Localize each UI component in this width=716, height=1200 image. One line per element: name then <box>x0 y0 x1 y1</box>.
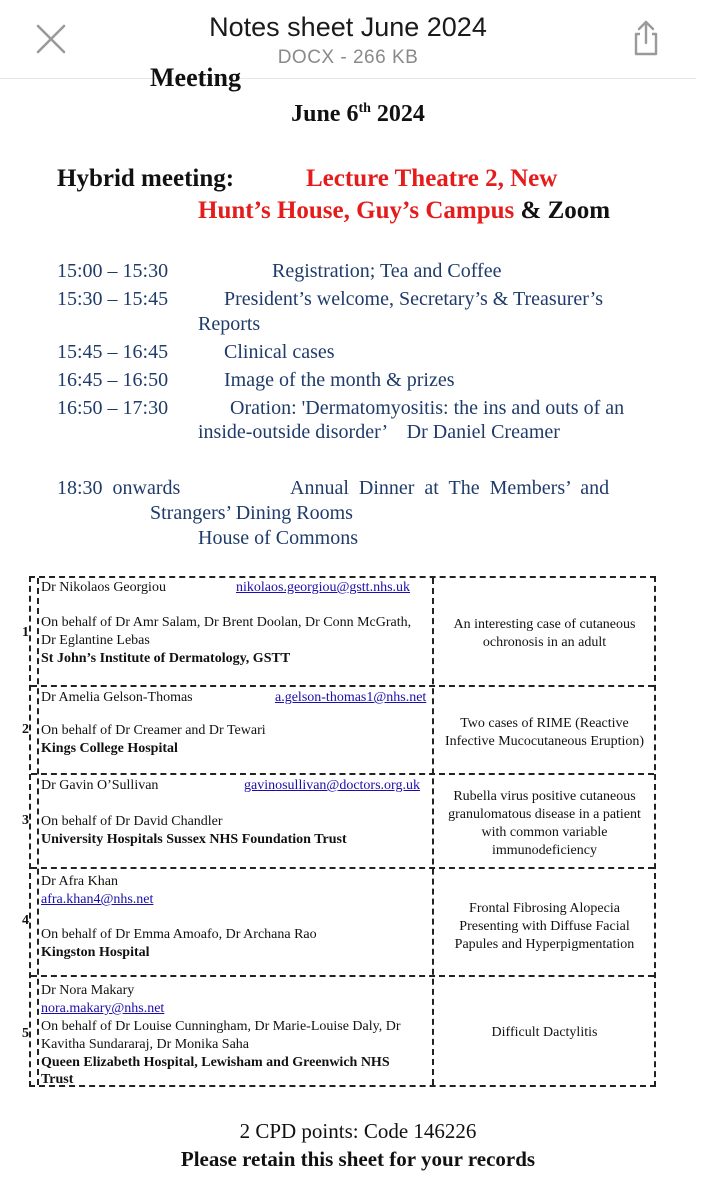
programme-item: Clinical cases <box>224 341 335 363</box>
institution: Kingston Hospital <box>41 945 150 960</box>
case-title: Frontal Fibrosing Alopecia Presenting with Diffuse Facial Papules and Hyperpigmentation <box>454 901 635 952</box>
table-row <box>22 975 654 1087</box>
programme-item: Registration; Tea and Coffee <box>272 260 502 282</box>
presenter-name: Dr Nora Makary <box>41 983 135 998</box>
on-behalf-of-cont: Dr Eglantine Lebas <box>41 633 150 648</box>
case-title: Difficult Dactylitis <box>491 1025 598 1040</box>
programme-time: 15:00 – 15:30 <box>57 260 169 282</box>
case-number: 5 <box>22 1026 29 1041</box>
on-behalf-of: On behalf of Dr Louise Cunningham, Dr Marie-Louise Daly, Dr <box>41 1019 401 1034</box>
table-row <box>22 685 654 773</box>
presenter-email[interactable]: a.gelson-thomas1@nhs.net <box>275 690 427 705</box>
cpd-points: 2 CPD points: Code 146226 <box>239 1119 477 1143</box>
on-behalf-of-cont: Kavitha Sundararaj, Dr Monika Saha <box>41 1037 249 1052</box>
on-behalf-of: On behalf of Dr Emma Amoafo, Dr Archana Rao <box>41 927 317 942</box>
share-icon <box>626 18 666 58</box>
viewer-header <box>0 0 696 78</box>
hybrid-meeting-label: Hybrid meeting: <box>57 165 235 192</box>
venue-line-1: Lecture Theatre 2, New <box>306 165 558 192</box>
presenter-email[interactable]: afra.khan4@nhs.net <box>41 892 154 907</box>
case-number: 3 <box>22 813 29 828</box>
case-title: Two cases of RIME (Reactive Infective Mucocutaneous Eruption) <box>444 716 645 749</box>
presenter-name: Dr Nikolaos Georgiou <box>41 580 166 595</box>
programme-time: 16:50 – 17:30 <box>57 397 169 419</box>
retain-notice: Please retain this sheet for your records <box>180 1147 536 1171</box>
programme-item-cont: Strangers’ Dining Rooms <box>150 502 353 524</box>
cases-table <box>22 576 656 1087</box>
table-row <box>22 867 654 975</box>
programme-time: 16:45 – 16:50 <box>57 369 169 391</box>
on-behalf-of: On behalf of Dr Creamer and Dr Tewari <box>41 723 266 738</box>
presenter-email[interactable]: gavinosullivan@doctors.org.uk <box>244 778 420 793</box>
programme-time: 18:30 onwards <box>57 477 181 499</box>
document-meta: DOCX - 266 KB <box>277 47 419 68</box>
institution-cont: Trust <box>41 1072 74 1087</box>
institution: Queen Elizabeth Hospital, Lewisham and Greenwich NHS <box>41 1055 390 1070</box>
case-number: 4 <box>22 913 29 928</box>
share-button[interactable] <box>626 18 666 58</box>
case-number: 1 <box>22 625 29 640</box>
presenter-name: Dr Gavin O’Sullivan <box>41 778 159 793</box>
on-behalf-of: On behalf of Dr Amr Salam, Dr Brent Doolan, Dr Conn McGrath, <box>41 615 412 630</box>
programme-item: Annual Dinner at The Members’ and <box>290 477 610 499</box>
institution: University Hospitals Sussex NHS Foundation Trust <box>41 832 347 847</box>
programme-item: Oration: 'Dermatomyositis: the ins and outs of an <box>230 397 625 419</box>
programme-item: Image of the month & prizes <box>224 369 455 391</box>
document-page[interactable] <box>0 63 696 1200</box>
programme-item-cont: Reports <box>198 313 261 335</box>
cut-off-heading: Meeting <box>150 63 241 92</box>
meeting-date: June 6th 2024 <box>291 101 425 127</box>
table-row <box>22 578 654 686</box>
programme-item-cont: House of Commons <box>198 527 358 549</box>
institution: St John’s Institute of Dermatology, GSTT <box>41 651 291 666</box>
case-title: Rubella virus positive cutaneous granulomatous disease in a patient with common variable immunodeficiency <box>448 789 641 858</box>
programme-time: 15:30 – 15:45 <box>57 288 169 310</box>
presenter-name: Dr Afra Khan <box>41 874 118 889</box>
presenter-email[interactable]: nikolaos.georgiou@gstt.nhs.uk <box>236 580 411 595</box>
venue-line-2: Hunt’s House, Guy’s Campus & Zoom <box>198 197 611 224</box>
case-title: An interesting case of cutaneous ochronosis in an adult <box>453 617 636 650</box>
programme-item-cont: inside-outside disorder’ Dr Daniel Creamer <box>198 421 560 443</box>
on-behalf-of: On behalf of Dr David Chandler <box>41 814 223 829</box>
document-title: Notes sheet June 2024 <box>209 12 487 42</box>
programme-time: 15:45 – 16:45 <box>57 341 169 363</box>
table-row <box>22 773 654 867</box>
presenter-name: Dr Amelia Gelson-Thomas <box>41 690 193 705</box>
case-number: 2 <box>22 722 29 737</box>
presenter-email[interactable]: nora.makary@nhs.net <box>41 1001 165 1016</box>
programme-item: President’s welcome, Secretary’s & Treasurer’s <box>224 288 603 310</box>
institution: Kings College Hospital <box>41 741 178 756</box>
